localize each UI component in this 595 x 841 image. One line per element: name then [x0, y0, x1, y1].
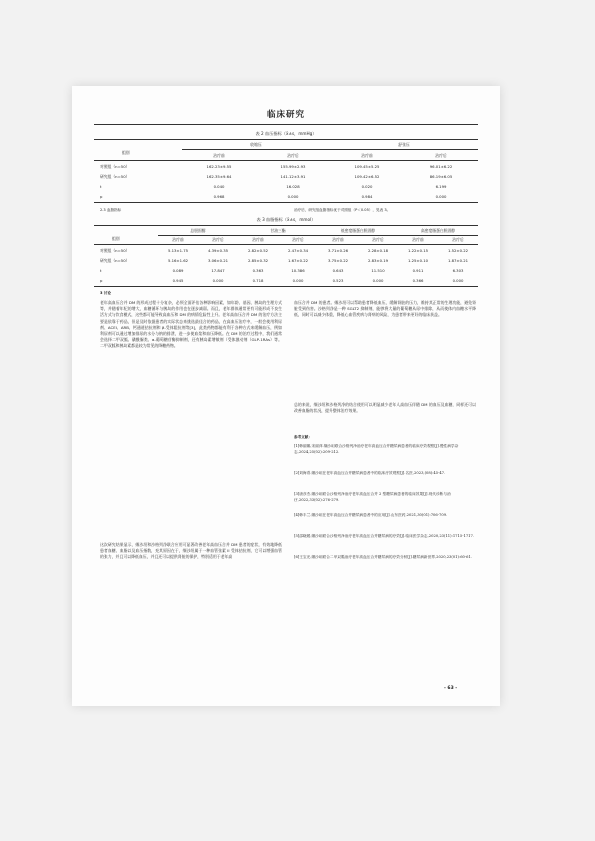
table3-cell: 1.25±0.10 [407, 258, 429, 263]
table3-cell: 4.39±0.35 [207, 248, 229, 253]
table3-cell: 2.85±0.32 [247, 258, 269, 263]
table3-header-rule [94, 244, 478, 245]
discussion-paragraph: 这次研究结果显示，缬沙坦和沙格列净联合应用可显著改善老年高血压合并 DM 患者的症状，有效地降低患者血糖、血脂以及血压指数，充其原因在于，缬沙坦属于一种血管张素 II 受体拮抗剂，它可以增强血管的张力，并且可以降低血压，并且还可以提供肾脏的保护，特别适用于老年高 [100, 542, 282, 560]
table3-caption: 表 3 血脂指标（x̄±s，mmol） [256, 217, 316, 222]
table3-cell: 2.47±0.34 [287, 248, 309, 253]
table2-cell: 141.12±3.91 [280, 174, 306, 179]
table3-cell: 6.303 [452, 268, 464, 273]
table2-col-group: 舒张压 [398, 142, 410, 147]
reference-item: [3]唐彦杰.缬沙坦联合沙格列净治疗老年高血压合并 2 型糖尿病患者的临床效果[J].现代诊断与治疗,2022,33(02):276-279. [294, 492, 451, 502]
table3-subcol: 治疗后 [212, 237, 224, 242]
table3-cell: 2.28±0.18 [367, 248, 389, 253]
table3-cell: 0.000 [292, 278, 304, 283]
table2-cell: 0.040 [213, 184, 225, 189]
table3-cell: 3.71±0.26 [327, 248, 349, 253]
table2-row-label: t [100, 184, 102, 189]
table2-cell: 96.01±6.22 [429, 164, 453, 169]
table3-cell: 11.510 [371, 268, 385, 273]
reference-item: [1]韩丽娜,宋丽萍.缬沙坦联合沙格列净治疗老年高血压合并糖尿病患者的临床疗效观察[J].慢性病学杂志,2024,25(02):209-212. [294, 444, 459, 454]
table2-header-rule [94, 160, 478, 161]
table3-row-label: 研究组（n=50） [100, 258, 130, 263]
table3-cell: 0.000 [372, 278, 384, 283]
table3-cell: 0.523 [332, 278, 344, 283]
table2-subcol: 治疗前 [361, 153, 373, 158]
table2-cell: 0.984 [361, 194, 373, 199]
table3-cell: 0.366 [412, 278, 424, 283]
discussion-heading: 3 讨论 [100, 291, 111, 295]
table3-cell: 0.363 [252, 268, 264, 273]
table3-col-group: 甘油三酯 [270, 228, 286, 233]
reference-item: [5]邵晓媛.缬沙坦联合沙格列净治疗老年高血压合并糖尿病的疗效[J].临床医学杂志,2020,23(11):1715-1717. [294, 534, 475, 538]
table2-cell: 0.000 [287, 194, 299, 199]
discussion-paragraph: 血压合并 DM 的患者。缬沙坦可以帮助患者降低血压，缓解肾脏的压力，维持其正常的生理功能，避免肾脏受到伤害。沙格列净是一种 SGLT2 抑制剂，能够将大量的葡萄糖从尿中排除，从而使体内血糖水平降低，同时可以减少体重，降低心血管疾病与肾病的风险，为患者带来更好的临床获益。 [294, 300, 476, 318]
table2-cell: 155.99±2.93 [280, 164, 306, 169]
table2-cell: 86.19±6.05 [429, 174, 453, 179]
table3-cell: 3.75±0.22 [327, 258, 349, 263]
table3-cell: 3.06±0.21 [207, 258, 229, 263]
paper-page [72, 86, 500, 706]
table2-cell: 162.23±9.55 [206, 164, 232, 169]
section-2-3-heading: 2.3 血脂指标 [100, 208, 122, 212]
table2-cell: 0.000 [435, 194, 447, 199]
table2-cell: 6.199 [435, 184, 447, 189]
table2-subcol: 治疗后 [435, 153, 447, 158]
page-number: - 63 - [444, 686, 458, 691]
table2-cell: 16.028 [286, 184, 300, 189]
reference-item: [2]刘海青.缬沙坦在老年高血压合并糖尿病患者中的临床疗效观察[J].名医,2023,(08):45-47. [294, 471, 446, 475]
table2-cell: 162.35±9.64 [206, 174, 232, 179]
table3-cell: 0.718 [252, 278, 264, 283]
table3-subcol: 治疗前 [172, 237, 184, 242]
table3-bottom-rule [94, 286, 478, 287]
reference-item: [6]王宝光.缬沙坦联合二甲双胍治疗老年高血压合并糖尿病的疗效分析[J].糖尿病新世界,2020,23(01):60-61. [294, 555, 473, 559]
table3-subcol: 治疗后 [452, 237, 464, 242]
table3-col-group: 高密度脂蛋白胆固醇 [420, 228, 456, 233]
table3-group-header: 组别 [112, 236, 120, 241]
table2-col-group: 收缩压 [250, 142, 262, 147]
table3-cell: 0.945 [172, 278, 184, 283]
table3-subcol: 治疗前 [412, 237, 424, 242]
table3-cell: 5.13±1.75 [167, 248, 189, 253]
table3-cell: 10.386 [291, 268, 305, 273]
table3-cell: 17.847 [211, 268, 225, 273]
table3-cell: 1.87±0.21 [447, 258, 469, 263]
table3-subcol: 治疗前 [332, 237, 344, 242]
table2-subcol: 治疗后 [287, 153, 299, 158]
table2-subcol: 治疗前 [213, 153, 225, 158]
header-rule [94, 124, 478, 125]
table3-cell: 2.83±0.19 [367, 258, 389, 263]
table3-cell: 5.16±1.62 [167, 258, 189, 263]
table2-caption: 表 2 血压指标（x̄±s，mmHg） [255, 131, 317, 136]
table3-col-group: 总胆固醇 [190, 228, 206, 233]
table2-cell: 109.42±6.52 [354, 174, 380, 179]
table3-col-group: 低密度脂蛋白胆固醇 [340, 228, 376, 233]
table2-row-label: p [100, 194, 103, 199]
table3-cell: 0.000 [212, 278, 224, 283]
table2-row-label: 对照组（n=50） [100, 164, 130, 169]
table2-cell: 109.45±5.25 [354, 164, 380, 169]
table3-cell: 0.643 [332, 268, 344, 273]
table3-row-label: p [100, 278, 103, 283]
references-heading: 参考文献： [294, 435, 312, 439]
table3-cell: 1.22±0.15 [407, 248, 429, 253]
table2-cell: 0.020 [361, 184, 373, 189]
discussion-paragraph: 总的来说，缬沙坦和沙格列净的结合使用可以明显减少老年人高血压伴随 DM 的血压及血糖，同样还可以改善血脂的状况，提升整体治疗效果。 [294, 402, 476, 414]
journal-section-title: 临床研究 [266, 110, 305, 120]
table2-cell: 0.968 [213, 194, 225, 199]
table2-row-label: 研究组（n=50） [100, 174, 130, 179]
table3-cell: 1.67±0.22 [287, 258, 309, 263]
table3-top-rule [94, 225, 478, 226]
table2-group-header: 组别 [122, 150, 130, 155]
table3-cell: 0.000 [452, 278, 464, 283]
table3-row-label: 对照组（n=50） [100, 248, 130, 253]
table3-cell: 2.82±0.52 [247, 248, 269, 253]
reference-item: [4]韩丰兰.缬沙坦在老年高血压合并糖尿病患者中的应用[J].山东医药,2021,30(01):706-709. [294, 513, 448, 517]
table2-mid-rule [182, 149, 478, 150]
discussion-paragraph: 老年高血压合并 DM 的形成过程十分复杂，必须全面评估各种影响因素，如年龄、基因、胰岛的生理方式等，并随着年纪的增大，血糖循环与胰岛的作用也在逐步减弱。而且，老年群体通常更有可能形成不良生活方式与饮食模式，这些都可能导致高血压和 DM 的病情危险性上升。老年高血压合并 DM 的治疗方法主要是依靠于药品，但是及时依据患者的实际状态来挑选最佳合的药品，在高血压治疗中，一般会使用利尿剂、ACEI、ARB、钙通道拮抗剂和 β-受体阻抗剂等[3]，此类药物都能有利于各种方式来缓解血压，例如利尿剂可以通过增加排尿的水分与钠的排泄，进一步使血浆和血压降低。在 DM 的治疗过程中，我们通常会选择二甲双胍、磺酰脲类、α-葡萄糖苷酶抑制剂，还有胰岛素增敏剂（受体激动剂（GLP-1RAs）等。二甲双胍和胰岛素都是较为常见的降糖药物。 [100, 300, 282, 349]
table3-cell: 0.911 [412, 268, 424, 273]
section-2-3-text: 治疗后，研究组血脂指标优于对照组（P＜0.05），见表 3。 [294, 208, 391, 212]
table2-bottom-rule [94, 202, 478, 203]
table3-subcol: 治疗后 [292, 237, 304, 242]
table2-top-rule [94, 139, 478, 140]
table3-subcol: 治疗前 [252, 237, 264, 242]
table3-cell: 0.089 [172, 268, 184, 273]
table3-mid-rule [158, 235, 478, 236]
table3-cell: 1.52±0.22 [447, 248, 469, 253]
table3-row-label: t [100, 268, 102, 273]
table3-subcol: 治疗后 [372, 237, 384, 242]
